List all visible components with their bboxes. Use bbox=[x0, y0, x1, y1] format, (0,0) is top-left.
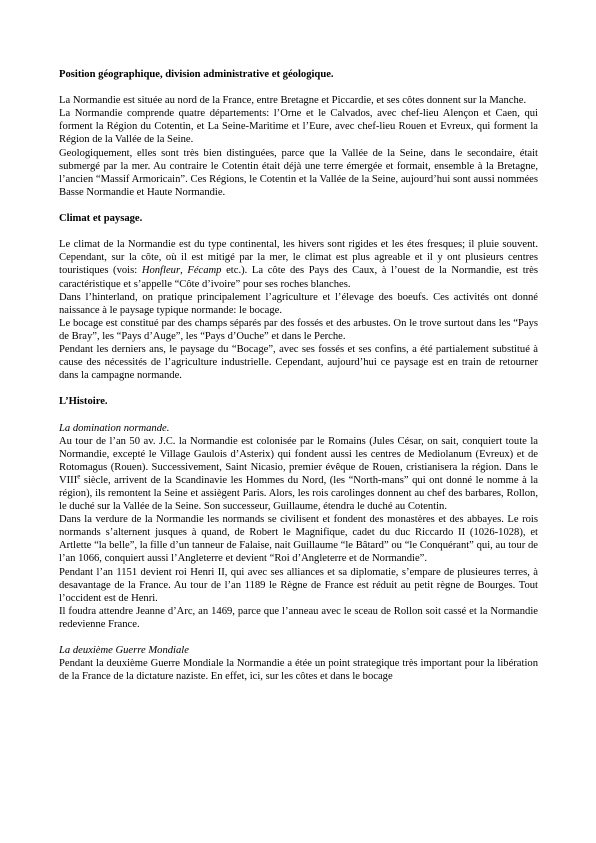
subheading-norman-domination: La domination normande. bbox=[59, 422, 170, 434]
superscript: e bbox=[77, 472, 81, 481]
subheading-second-world-war: La deuxième Guerre Mondiale bbox=[59, 645, 189, 657]
paragraph: Pendant les derniers ans, le paysage du “Bocage”, avec ses fossés et ses confins, a été partialement substitué à cause des nécessités de l’agriculture industrielle. Cependant, aujourd’hui ce paysage est en train de retourner dans la campagne normande. bbox=[59, 343, 538, 382]
text-run: Au tour de l’an 50 av. J.C. la Normandie est colonisée par le Romains (Jules César, on sait, conquiert toute la Normandie, excepté le Village Gaulois d’Asterix) qui fondent aussi les centres de Mediolanum (Evreux) et de Rotomagus (Rouen). Successivement, Saint Nicasio, premier évêque de Rouen, cristianisera la région. Dans le VIII bbox=[59, 435, 538, 486]
text-column bbox=[59, 68, 538, 683]
paragraph: Geologiquement, elles sont très bien distinguées, parce que la Vallée de la Seine, dans le secondaire, était submergé par la mer. Au contraire le Cotentin était déjà une terre émergée et formait, ensemble à la Bretagne, l’ancien “Massif Armoricain”. Ces Régions, le Cotentin et la Vallée de la Seine, aujourd’hui sont aussi nommées Basse Normandie et Haute Normandie. bbox=[59, 147, 538, 198]
paragraph: La Normandie est située au nord de la France, entre Bretagne et Piccardie, et ses côtes donnent sur la Manche. bbox=[59, 95, 527, 107]
text-run: etc.). La côte des Pays des Caux, à l’ouest de la Normandie, est très caractéristique et s’appelle “Côte d’ivoire” pour ses roches blanches. bbox=[59, 265, 538, 290]
paragraph: Pendant l’an 1151 devient roi Henri II, qui avec ses alliances et sa diplomatie, s’empare de plusieures terres, à desavantage de la France. Au tour de l’an 1189 le Règne de France est réduit au petit règne de Bourges. Tout l’occident est de Henri. bbox=[59, 566, 538, 604]
text-run: siècle, arrivent de la Scandinavie les Hommes du Nord, (les “North-mans” qui ont donné le nomme à la région), ils remontent la Seine et assiègent Paris. Alors, les rois carolinges donnent au chef des barbares, Rollon, le duché sur la Vallée de la Seine. Son successeur, Guillaume, étendra le duché au Cotentin. bbox=[59, 474, 538, 513]
paragraph bbox=[59, 435, 538, 514]
paragraph: Dans la verdure de la Normandie les normands se civilisent et fondent des monastères et des abbayes. Le rois normands s’alternent jusques à quand, de Robert le Magnifique, cadet du duc Riccardo II (1026-1028), et Artlette “la belle”, la fille d’un tanneur de Falaise, nait Guillaume “le Bâtard” ou “le Conquérant” qui, au tour de l’an 1066, conquiert aussi l’Angleterre et devient “Roi d’Angleterre et de Normandie”. bbox=[59, 514, 538, 565]
paragraph: Pendant la deuxième Guerre Mondiale la Normandie a étée un point strategique très important pour la libération de la France de la dictature naziste. En effet, ici, sur les côtes et dans le bocage bbox=[59, 658, 538, 683]
text-run: , bbox=[180, 265, 188, 277]
paragraph: Il foudra attendre Jeanne d’Arc, an 1469, parce que l’anneau avec le sceau de Rollon soit cassé et la Normandie redevienne France. bbox=[59, 605, 538, 630]
paragraph: Dans l’hinterland, on pratique principalement l’agriculture et l’élevage des boeufs. Ces activités ont donné naissance à le paysage typique normande: le bocage. bbox=[59, 291, 538, 316]
section-heading-history: L’Histoire. bbox=[59, 396, 108, 408]
place-name-honfleur: Honfleur bbox=[141, 265, 181, 277]
paragraph bbox=[59, 238, 538, 290]
place-name-fecamp: Fécamp bbox=[187, 265, 222, 277]
section-heading-climate: Climat et paysage. bbox=[59, 213, 143, 225]
text-run: Le climat de la Normandie est du type continental, les hivers sont rigides et les étes fresques; il pluie souvent. Cependant, sur la côte, où il est mitigé par la mer, le climat est plus agreable et il y ont plusieurs centres touristiques (vois: bbox=[59, 239, 538, 277]
paragraph: Le bocage est constitué par des champs séparés par des fossés et des arbustes. On le trove surtout dans les “Pays de Bray”, les “Pays d’Auge”, les “Pays d’Ouche” et dans le Perche. bbox=[59, 317, 538, 342]
section-heading-geography: Position géographique, division administrative et géologique. bbox=[59, 69, 334, 80]
paragraph: La Normandie comprende quatre départements: l’Orne et le Calvados, avec chef-lieu Alençon et Caen, qui forment la Région du Cotentin, et La Seine-Maritime et l’Eure, avec chef-lieu Rouen et Evreux, qui forment la Région de la Vallée de la Seine. bbox=[59, 108, 538, 146]
